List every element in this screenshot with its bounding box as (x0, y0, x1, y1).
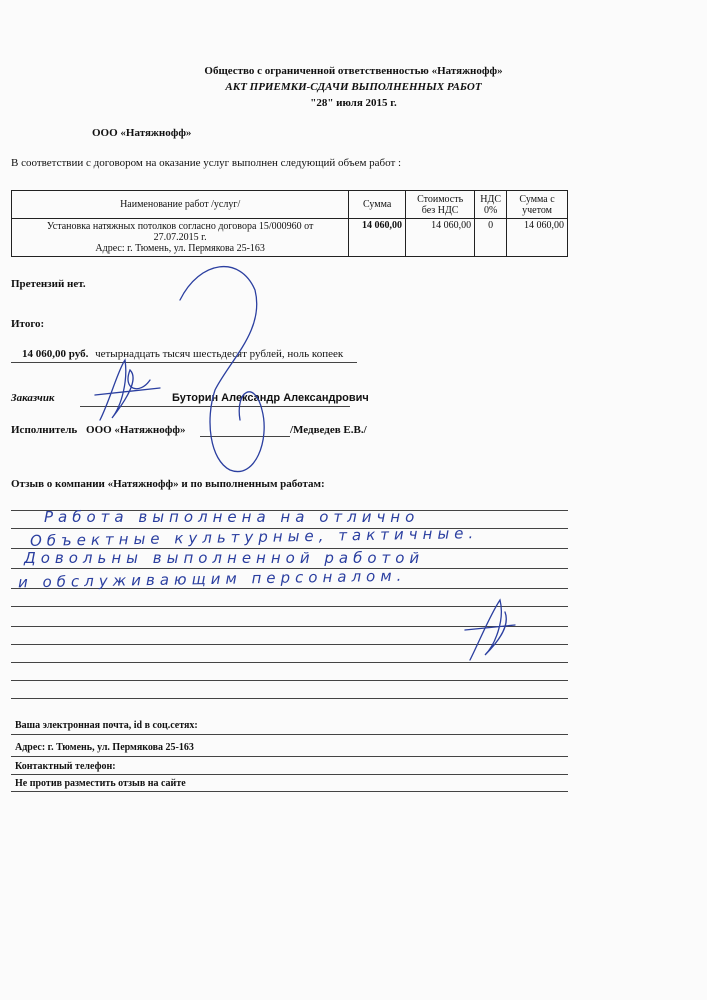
customer-label: Заказчик (11, 392, 55, 404)
header-name: Наименование работ /услуг/ (12, 191, 349, 219)
row-vat: 0 (475, 219, 507, 257)
contractor-label: Исполнитель (11, 424, 78, 436)
intro-text: В соответствии с договором на оказание услуг выполнен следующий объем работ : (11, 157, 402, 169)
header-cost: Стоимость без НДС (406, 191, 475, 219)
header-sum: Сумма (349, 191, 406, 219)
company-short-name: ООО «Натяжнофф» (92, 127, 192, 139)
contractor-name: /Медведев Е.В./ (290, 424, 367, 436)
act-date: "28" июля 2015 г. (310, 97, 397, 109)
customer-name: Буторин Александр Александрович (172, 392, 369, 404)
total-words: четырнадцать тысяч шестьдесят рублей, ноль копеек (95, 348, 344, 360)
review-label: Отзыв о компании «Натяжнофф» и по выполненным работам: (11, 478, 325, 490)
row-name: Установка натяжных потолков согласно договора 15/000960 от 27.07.2015 г. Адрес: г. Тюмень, ул. Пермякова 25-163 (12, 219, 349, 257)
consent-field-label: Не против разместить отзыв на сайте (15, 778, 186, 789)
phone-field-label: Контактный телефон: (15, 761, 116, 772)
review-handwritten-line: Работа выполнена на отлично (44, 508, 420, 526)
row-cost: 14 060,00 (406, 219, 475, 257)
company-full-name: Общество с ограниченной ответственностью «Натяжнофф» (204, 65, 503, 77)
total-label: Итого: (11, 318, 45, 330)
review-handwritten-line: Довольны выполненной работой (24, 549, 425, 567)
header-vat: НДС 0% (475, 191, 507, 219)
no-claims-text: Претензий нет. (11, 278, 86, 290)
email-field-label: Ваша электронная почта, id в соц.сетях: (15, 720, 198, 731)
row-sum: 14 060,00 (349, 219, 406, 257)
contractor-company: ООО «Натяжнофф» (86, 424, 186, 436)
review-handwritten-line: Объектные культурные, тактичные. (29, 524, 479, 550)
act-title: АКТ ПРИЕМКИ-СДАЧИ ВЫПОЛНЕННЫХ РАБОТ (225, 81, 482, 93)
contractor-signature (180, 267, 264, 472)
customer-signature (95, 360, 160, 420)
review-signature (465, 600, 515, 660)
row-total: 14 060,00 (507, 219, 568, 257)
total-amount: 14 060,00 руб. (22, 348, 89, 360)
address-field: Адрес: г. Тюмень, ул. Пермякова 25-163 (15, 742, 194, 753)
review-handwritten-line: и обслуживающим персоналом. (17, 566, 407, 592)
header-total: Сумма с учетом (507, 191, 568, 219)
